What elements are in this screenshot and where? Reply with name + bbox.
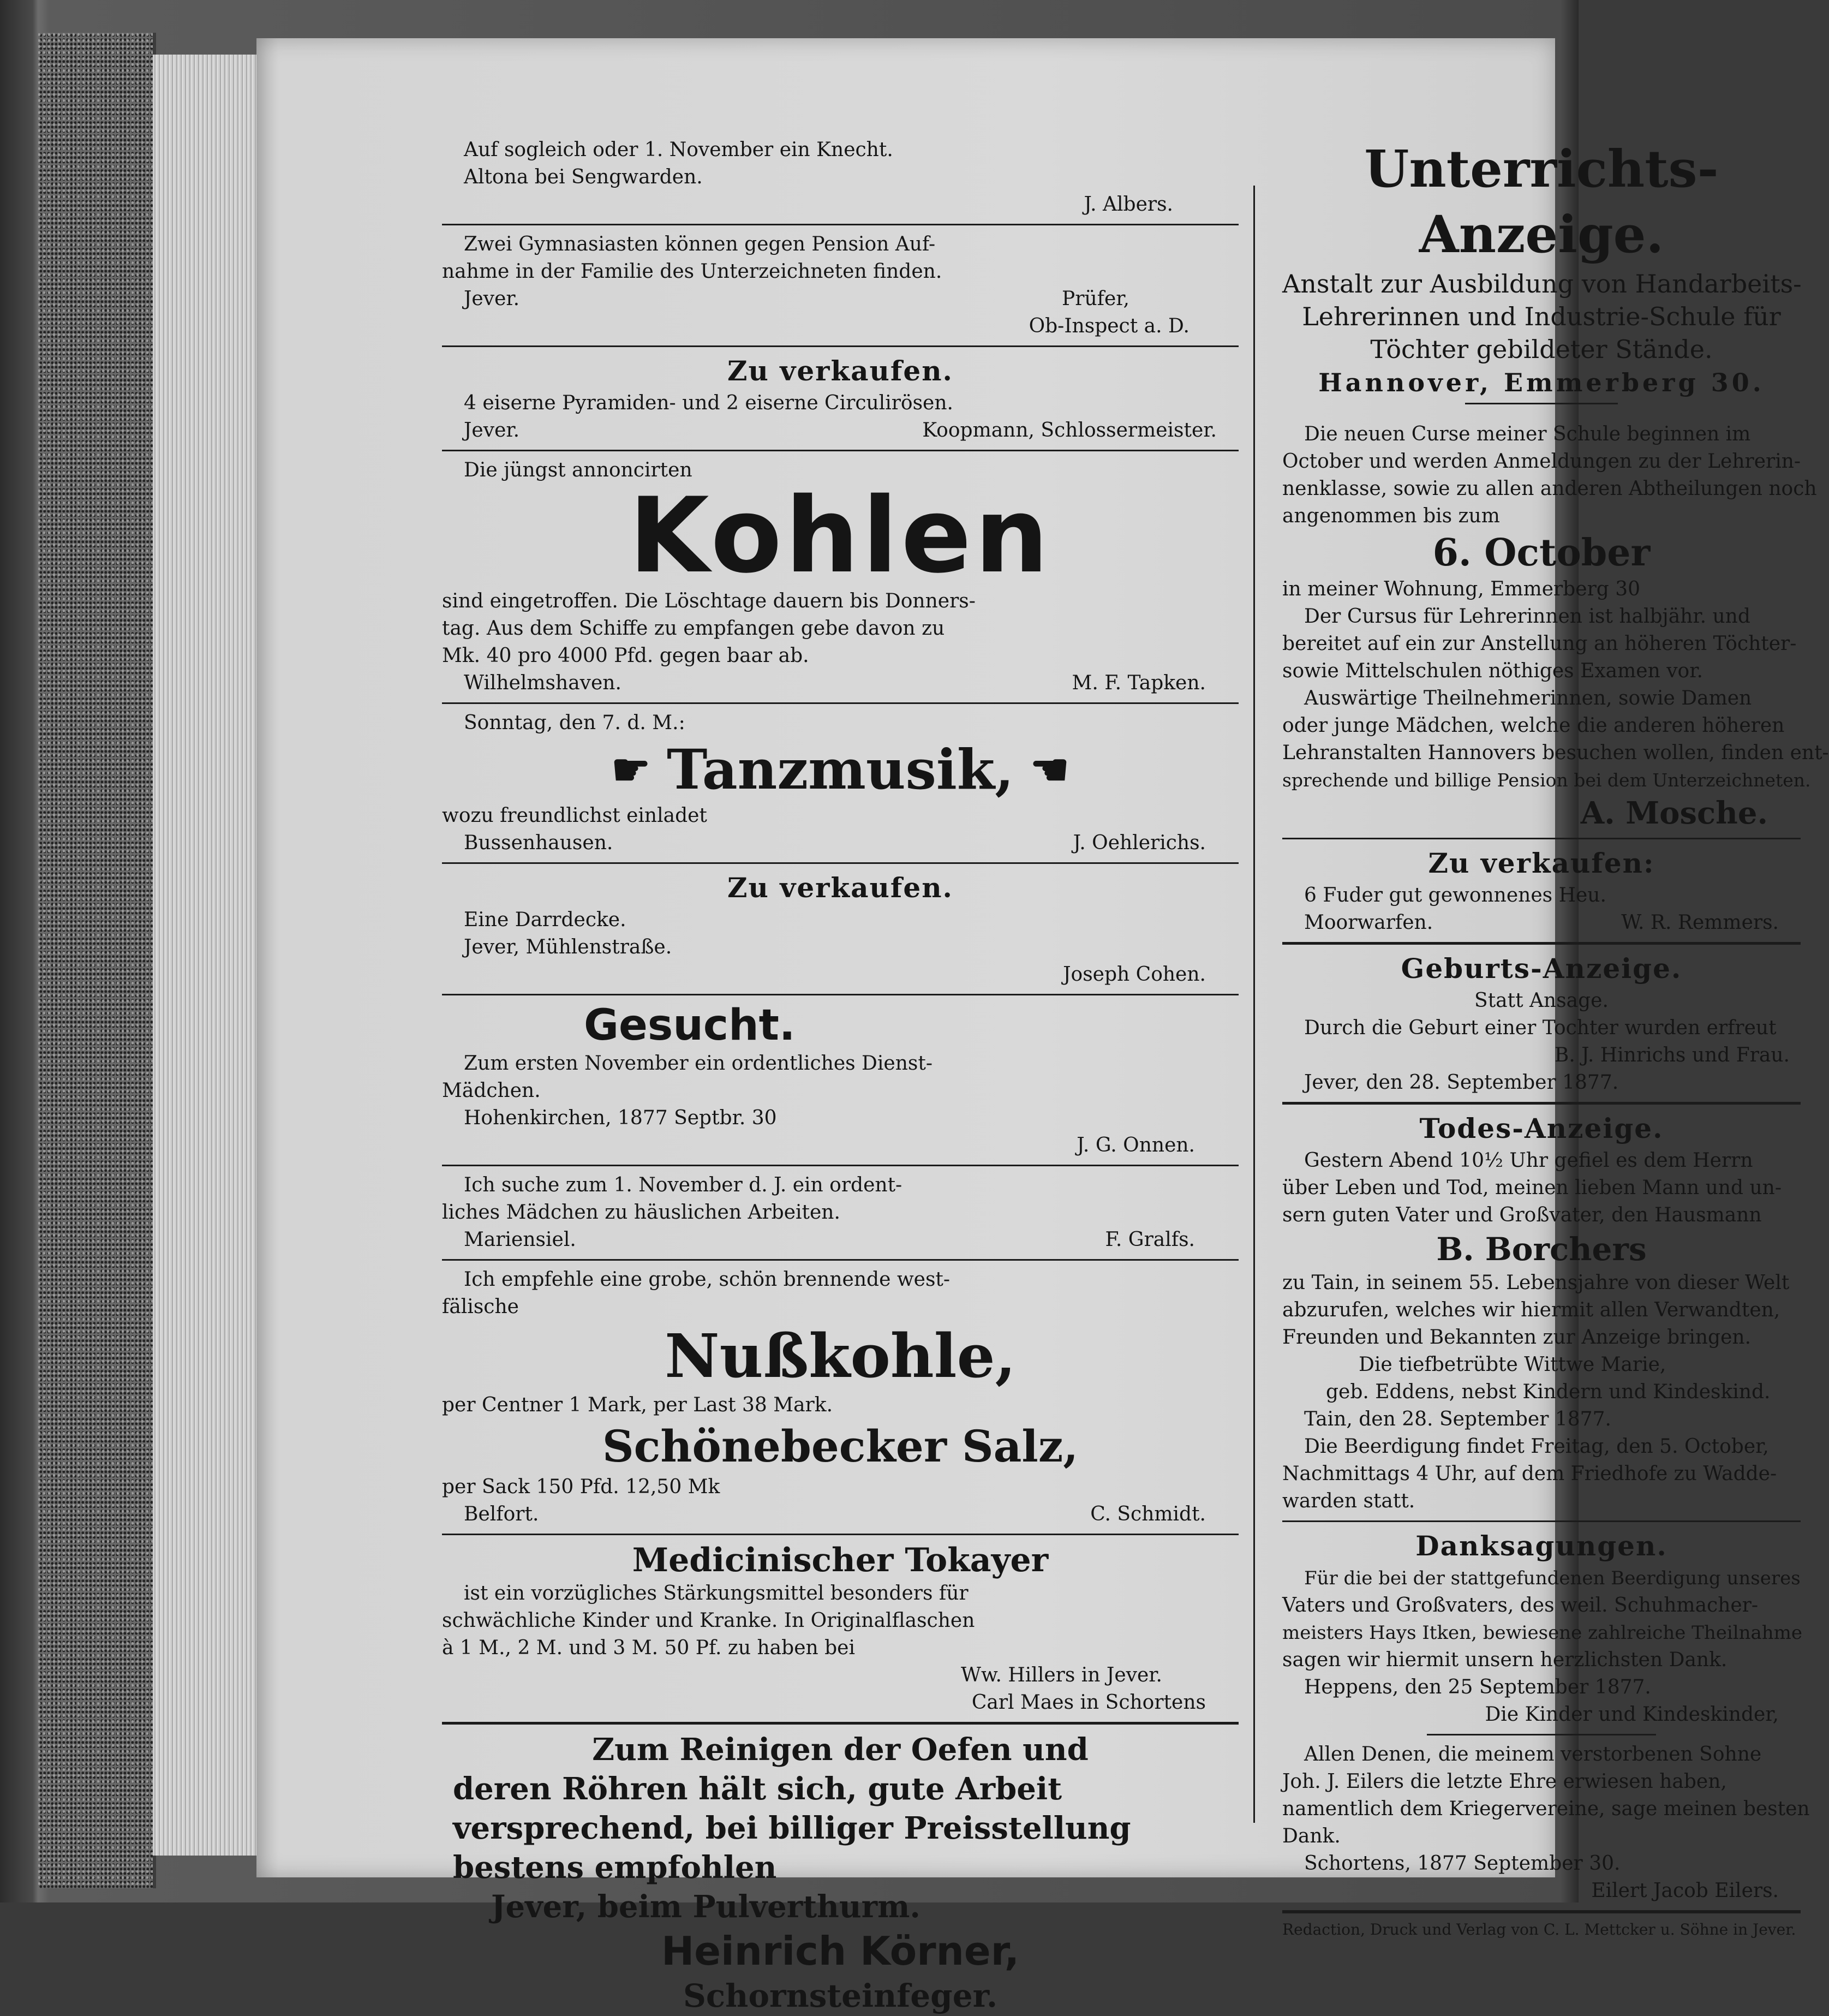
ad-signature: A. Mosche. [1580,795,1768,831]
ad-line: sind eingetroffen. Die Löschtage dauern bis Donners- [442,590,976,612]
ad-line: warden statt. [1282,1490,1415,1512]
ad-line: liches Mädchen zu häuslichen Arbeiten. [442,1201,840,1224]
ad-vendor: Carl Maes in Schortens [971,1691,1206,1714]
separator [442,1165,1239,1166]
ad-subtitle: Lehrerinnen und Industrie-Schule für [1302,302,1781,331]
ad-line: fälische [442,1296,519,1318]
ad-signature-title: Ob-Inspect a. D. [1029,315,1190,337]
ad-signature: B. J. Hinrichs und Frau. [1554,1044,1790,1066]
ad-signature: Joseph Cohen. [1063,963,1206,986]
ad-line: versprechend, bei billiger Preisstellung [453,1810,1131,1846]
ad-place: Mariensiel. [464,1228,576,1251]
ad-schornsteinfeger [442,1730,1239,2016]
separator [1282,1520,1801,1522]
ad-sign-row [442,285,1239,313]
ad-line: wozu freundlichst einladet [442,804,707,827]
separator [1282,1910,1801,1913]
ad-title: Danksagungen. [1415,1530,1667,1562]
ad-line: per Centner 1 Mark, per Last 38 Mark. [442,1394,833,1416]
ad-subtitle: Anstalt zur Ausbildung von Handarbeits- [1282,269,1802,299]
ad-sign-row [442,417,1239,444]
ad-verkaufen-heu [1282,845,1801,937]
ad-line: Dank. [1282,1825,1341,1847]
ad-place: Schortens, 1877 September 30. [1304,1852,1621,1875]
ad-line: Mk. 40 pro 4000 Pfd. gegen baar ab. [442,645,809,667]
ad-line: ist ein vorzügliches Stärkungsmittel besonders für [464,1582,969,1605]
ad-verkaufen-2 [442,869,1239,988]
ad-place: Jever, den 28. September 1877. [1304,1071,1619,1094]
ad-sign-row [442,670,1239,697]
pointing-hand-left-icon: ☚ [1030,744,1069,795]
ad-signature: J. Albers. [1084,193,1173,216]
ad-line: Zum Reinigen der Oefen und [592,1732,1089,1768]
separator [442,345,1239,347]
ad-signature: J. G. Onnen. [1077,1134,1195,1156]
ad-line: Durch die Geburt einer Tochter wurden erfreut [1304,1017,1777,1039]
ad-line: angenommen bis zum [1282,505,1500,527]
short-rule [1465,403,1618,404]
ad-todesanzeige [1282,1110,1801,1515]
ad-sign-row [442,1226,1239,1254]
ad-line: nenklasse, sowie zu allen anderen Abtheilungen noch [1282,478,1817,500]
ad-place: Heppens, den 25 September 1877. [1304,1676,1651,1698]
ad-line: 4 eiserne Pyramiden- und 2 eiserne Circulirösen. [464,392,953,414]
ad-line: sern guten Vater und Großvater, den Hausmann [1282,1204,1762,1226]
ad-headline: Medicinischer Tokayer [632,1541,1049,1579]
separator [442,702,1239,704]
ad-line: bereitet auf ein zur Anstellung an höheren Töchter- [1282,633,1797,655]
ad-place: Tain, den 28. September 1877. [1304,1408,1611,1430]
page-stack-edge [153,55,256,1856]
ad-line: Statt Ansage. [1474,989,1609,1012]
ad-signature: C. Schmidt. [1090,1503,1206,1525]
short-rule [1427,1734,1656,1735]
ad-subtitle: Töchter gebildeter Stände. [1370,335,1713,364]
right-column [1282,136,1829,1941]
ad-place: Jever. [464,419,520,442]
ad-signature: Prüfer, [1062,288,1129,310]
ad-headline: Gesucht. [584,1001,796,1050]
ad-line: Joh. J. Eilers die letzte Ehre erwiesen haben, [1282,1770,1727,1793]
ad-danksagungen [1282,1528,1810,1905]
separator [442,224,1239,225]
ad-headline: Kohlen [629,475,1052,596]
ad-signature: Die tiefbetrübte Wittwe Marie, [1359,1353,1666,1376]
ad-gesucht [442,1001,1239,1159]
ad-verkaufen-1 [442,353,1239,444]
ad-line: Zum ersten November ein ordentliches Dienst- [464,1052,933,1075]
ad-line: Nachmittags 4 Uhr, auf dem Friedhofe zu Wadde- [1282,1463,1777,1485]
separator [1282,1102,1801,1105]
ad-line: nahme in der Familie des Unterzeichneten finden. [442,260,942,283]
ad-line: bestens empfohlen [453,1850,777,1886]
ad-name: B. Borchers [1436,1231,1647,1268]
ad-intro: Die jüngst annoncirten [464,459,692,481]
ad-place: Jever, Mühlenstraße. [464,936,672,958]
ad-place: Altona bei Sengwarden. [464,166,703,188]
separator [442,1259,1239,1261]
ad-line: Zwei Gymnasiasten können gegen Pension Auf- [464,233,936,255]
ad-place: Belfort. [464,1503,539,1525]
separator [442,1534,1239,1535]
ad-line: sowie Mittelschulen nöthiges Examen vor. [1282,660,1703,682]
ad-place: Jever. [464,288,520,310]
ad-line: Ich suche zum 1. November d. J. ein ordent- [464,1174,902,1196]
ad-sign-row [442,1501,1239,1528]
ad-trade: Schornsteinfeger. [683,1977,998,2014]
separator [442,450,1239,451]
column-divider [1253,186,1255,1823]
ad-line: Gestern Abend 10½ Uhr gefiel es dem Herrn [1304,1149,1753,1172]
ad-title: Todes-Anzeige. [1419,1112,1664,1144]
ad-line: sagen wir hiermit unsern herzlichsten Dank. [1282,1649,1728,1671]
ad-nusskohle [442,1266,1239,1528]
ad-place: Jever, beim Pulverthurm. [491,1889,921,1925]
separator [442,994,1239,995]
newspaper-page [256,38,1829,2014]
ad-line: Die neuen Curse meiner Schule beginnen im [1304,423,1751,445]
ad-sign-row [442,830,1239,857]
ad-headline: Tanzmusik, [666,737,1014,802]
ad-signature: F. Gralfs. [1105,1228,1195,1251]
ad-title: Geburts-Anzeige. [1401,952,1682,985]
ad-line: Allen Denen, die meinem verstorbenen Sohne [1304,1743,1762,1766]
ad-line: Auf sogleich oder 1. November ein Knecht. [464,139,893,161]
ad-tokayer [442,1541,1239,1716]
ad-line: Lehranstalten Hannovers besuchen wollen, finden ent- [1282,742,1829,764]
ad-signature: J. Oehlerichs. [1073,832,1206,854]
ad-line: Vaters und Großvaters, des weil. Schuhmacher- [1282,1594,1759,1617]
book-spine-edge [38,33,156,1888]
ad-title: Zu verkaufen: [1428,847,1655,879]
ad-headline: Unterrichts-Anzeige. [1364,139,1719,265]
ad-place: Wilhelmshaven. [464,672,621,694]
ad-signature: geb. Eddens, nebst Kindern und Kindeskind. [1326,1381,1771,1403]
ad-geburt [1282,950,1801,1096]
ad-date: 6. October [1432,531,1651,575]
ad-title: Zu verkaufen. [727,872,953,904]
ad-line: meisters Hays Itken, bewiesene zahlreiche Theilnahme [1282,1622,1803,1644]
ad-line: Eine Darrdecke. [464,909,626,931]
ad-headline: Schönebecker Salz, [602,1421,1079,1472]
ad-line: namentlich dem Kriegervereine, sage meinen besten [1282,1798,1810,1820]
ad-line: Der Cursus für Lehrerinnen ist halbjähr. und [1304,605,1750,628]
ad-place: Moorwarfen. [1304,911,1433,934]
ad-line: 6 Fuder gut gewonnenes Heu. [1304,884,1606,906]
ad-unterricht [1282,136,1829,832]
ad-line: October und werden Anmeldungen zu der Lehrerin- [1282,450,1801,473]
ad-gymnasiasten [442,231,1239,340]
ad-knecht [442,136,1239,218]
ad-line: in meiner Wohnung, Emmerberg 30 [1282,578,1641,600]
ad-title: Zu verkaufen. [727,355,953,387]
ad-line: deren Röhren hält sich, gute Arbeit [453,1771,1062,1807]
separator [1282,942,1801,945]
ad-signature: Eilert Jacob Eilers. [1591,1880,1779,1902]
ad-intro: Sonntag, den 7. d. M.: [464,712,685,734]
ad-line: Auswärtige Theilnehmerinnen, sowie Damen [1304,687,1752,709]
ad-line: Die Beerdigung findet Freitag, den 5. October, [1304,1435,1769,1458]
ad-vendor: Ww. Hillers in Jever. [960,1664,1162,1686]
ad-headline-row [442,737,1239,802]
ad-name: Heinrich Körner, [661,1928,1020,1974]
ad-kohlen [442,457,1239,697]
ad-line: schwächliche Kinder und Kranke. In Originalflaschen [442,1609,975,1632]
ad-signature: Die Kinder und Kindeskinder, [1485,1703,1779,1726]
ad-line: zu Tain, in seinem 55. Lebensjahre von dieser Welt [1282,1272,1790,1294]
ad-line: Ich empfehle eine grobe, schön brennende west- [464,1268,951,1291]
separator [442,1722,1239,1725]
separator [1282,838,1801,839]
ad-line: tag. Aus dem Schiffe zu empfangen gebe davon zu [442,617,945,640]
ad-place: Hohenkirchen, 1877 Septbr. 30 [464,1107,777,1129]
ad-signature: W. R. Remmers. [1621,911,1779,934]
ad-line: Für die bei der stattgefundenen Beerdigung unseres [1304,1567,1801,1589]
ad-line: Mädchen. [442,1079,541,1102]
ad-place: Bussenhausen. [464,832,613,854]
imprint-footer: Redaction, Druck und Verlag von C. L. Mettcker u. Söhne in Jever. [1282,1920,1796,1939]
ad-sign-row [1282,909,1801,937]
ad-address: Hannover, Emmerberg 30. [1318,368,1765,397]
ad-line: à 1 M., 2 M. und 3 M. 50 Pf. zu haben bei [442,1637,855,1659]
ad-headline: Nußkohle, [665,1321,1016,1391]
ad-line: abzurufen, welches wir hiermit allen Verwandten, [1282,1299,1780,1321]
separator [442,862,1239,864]
ad-line: oder junge Mädchen, welche die anderen höheren [1282,714,1785,737]
ad-tanzmusik [442,709,1239,857]
ad-signature: M. F. Tapken. [1072,672,1206,694]
ad-signature: Koopmann, Schlossermeister. [922,419,1217,442]
pointing-hand-right-icon: ☛ [611,744,650,795]
ad-line: über Leben und Tod, meinen lieben Mann und un- [1282,1177,1782,1199]
ad-line: Freunden und Bekannten zur Anzeige bringen. [1282,1326,1752,1349]
ad-line: sprechende und billige Pension bei dem Unterzeichneten. [1282,770,1811,791]
left-column [442,136,1239,2016]
ad-maedchen [442,1172,1239,1254]
ad-line: per Sack 150 Pfd. 12,50 Mk [442,1476,720,1498]
